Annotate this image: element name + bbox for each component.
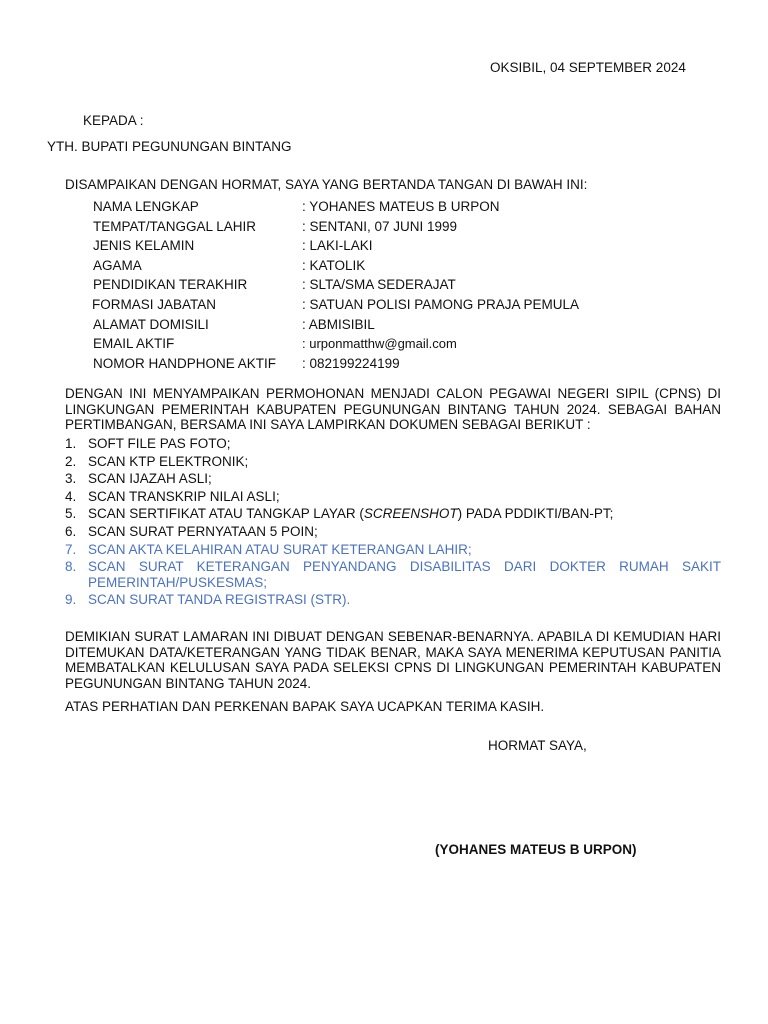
list-text: SCAN SURAT PERNYATAAN 5 POIN;	[88, 523, 318, 539]
identity-label: JENIS KELAMIN	[93, 238, 195, 254]
list-number: 4.	[65, 488, 77, 504]
list-item	[65, 506, 721, 522]
identity-label: PENDIDIKAN TERAKHIR	[93, 277, 248, 293]
identity-label: TEMPAT/TANGGAL LAHIR	[93, 218, 257, 234]
identity-row-email	[93, 336, 713, 356]
list-number: 7.	[65, 541, 77, 557]
list-text: SCAN IJAZAH ASLI;	[88, 471, 212, 487]
list-text: SCAN TRANSKRIP NILAI ASLI;	[88, 488, 280, 504]
regards-line: HORMAT SAYA,	[488, 738, 587, 753]
identity-value: : SATUAN POLISI PAMONG PRAJA PEMULA	[302, 296, 580, 312]
closing-paragraph: DEMIKIAN SURAT LAMARAN INI DIBUAT DENGAN SEBENAR-BENARNYA. APABILA DI KEMUDIAN HARI DITEMUKAN DATA/KETERANGAN YANG TIDAK BENAR, MAKA SAYA MENERIMA KEPUTUSAN PANITIA MEMBATALKAN KELULUSAN SAYA PADA SELEKSI CPNS DI LINGKUNGAN PEMERINTAH KABUPATEN PEGUNUNGAN BINTANG TAHUN 2024.	[65, 629, 721, 691]
list-number: 3.	[65, 471, 77, 487]
identity-label: FORMASI JABATAN	[92, 296, 217, 312]
identity-row-formasi	[93, 297, 713, 317]
list-item	[65, 454, 721, 470]
request-paragraph: DENGAN INI MENYAMPAIKAN PERMOHONAN MENJADI CALON PEGAWAI NEGERI SIPIL (CPNS) DI LINGKUNGAN PEMERINTAH KABUPATEN PEGUNUNGAN BINTANG TAHUN 2024. SEBAGAI BAHAN PERTIMBANGAN, BERSAMA INI SAYA LAMPIRKAN DOKUMEN SEBAGAI BERIKUT :	[65, 386, 721, 432]
identity-value: : KATOLIK	[302, 257, 366, 273]
attachment-list	[65, 436, 721, 610]
identity-value: : 082199224199	[302, 355, 400, 371]
identity-value: : SENTANI, 07 JUNI 1999	[302, 218, 458, 234]
list-text-after: ) PADA PDDIKTI/BAN-PT;	[457, 506, 614, 522]
list-text: SCAN KTP ELEKTRONIK;	[88, 453, 249, 469]
identity-label: NAMA LENGKAP	[93, 199, 199, 214]
identity-label: NOMOR HANDPHONE AKTIF	[93, 355, 277, 371]
list-item	[65, 436, 721, 452]
list-text: SCAN SURAT TANDA REGISTRASI (STR).	[88, 592, 351, 608]
list-item	[65, 524, 721, 540]
signer-name: (YOHANES MATEUS B URPON)	[435, 842, 637, 857]
identity-value: : YOHANES MATEUS B URPON	[302, 199, 500, 214]
identity-row-ttl	[93, 219, 713, 239]
identity-value: : LAKI-LAKI	[302, 238, 373, 254]
identity-label: AGAMA	[93, 257, 142, 273]
identity-row-kelamin	[93, 238, 713, 258]
list-number: 1.	[65, 436, 77, 451]
identity-value: : SLTA/SMA SEDERAJAT	[302, 277, 456, 293]
recipient: YTH. BUPATI PEGUNUNGAN BINTANG	[47, 139, 292, 154]
identity-value: : ABMISIBIL	[302, 316, 375, 332]
identity-row-pendidikan	[93, 277, 713, 297]
identity-row-alamat	[93, 317, 713, 337]
list-number: 6.	[65, 523, 77, 539]
list-item	[65, 489, 721, 505]
list-item	[65, 471, 721, 487]
list-number: 8.	[65, 559, 77, 575]
list-number: 5.	[65, 506, 77, 522]
list-number: 9.	[65, 592, 77, 608]
list-item	[65, 559, 721, 590]
list-text: SOFT FILE PAS FOTO;	[88, 436, 231, 451]
identity-label: EMAIL AKTIF	[93, 336, 175, 352]
identity-value: : urponmatthw@gmail.com	[302, 336, 457, 352]
identity-row-nama	[93, 199, 713, 219]
intro-line: DISAMPAIKAN DENGAN HORMAT, SAYA YANG BERTANDA TANGAN DI BAWAH INI:	[65, 177, 588, 192]
identity-table	[93, 199, 713, 375]
list-text: SCAN AKTA KELAHIRAN ATAU SURAT KETERANGAN LAHIR;	[88, 541, 472, 557]
identity-row-handphone	[93, 356, 713, 376]
list-text-italic: SCREENSHOT	[363, 506, 458, 522]
list-item	[65, 542, 721, 558]
kepada-label: KEPADA :	[83, 113, 144, 128]
list-item	[65, 592, 721, 608]
list-text-before: SCAN SERTIFIKAT ATAU TANGKAP LAYAR (	[88, 506, 364, 522]
identity-row-agama	[93, 258, 713, 278]
identity-label: ALAMAT DOMISILI	[93, 316, 209, 332]
list-number: 2.	[65, 453, 77, 469]
thanks-line: ATAS PERHATIAN DAN PERKENAN BAPAK SAYA UCAPKAN TERIMA KASIH.	[65, 699, 545, 714]
list-text: SCAN SURAT KETERANGAN PENYANDANG DISABILITAS DARI DOKTER RUMAH SAKIT PEMERINTAH/PUSKESMAS;	[88, 559, 721, 590]
place-date: OKSIBIL, 04 SEPTEMBER 2024	[490, 60, 686, 75]
